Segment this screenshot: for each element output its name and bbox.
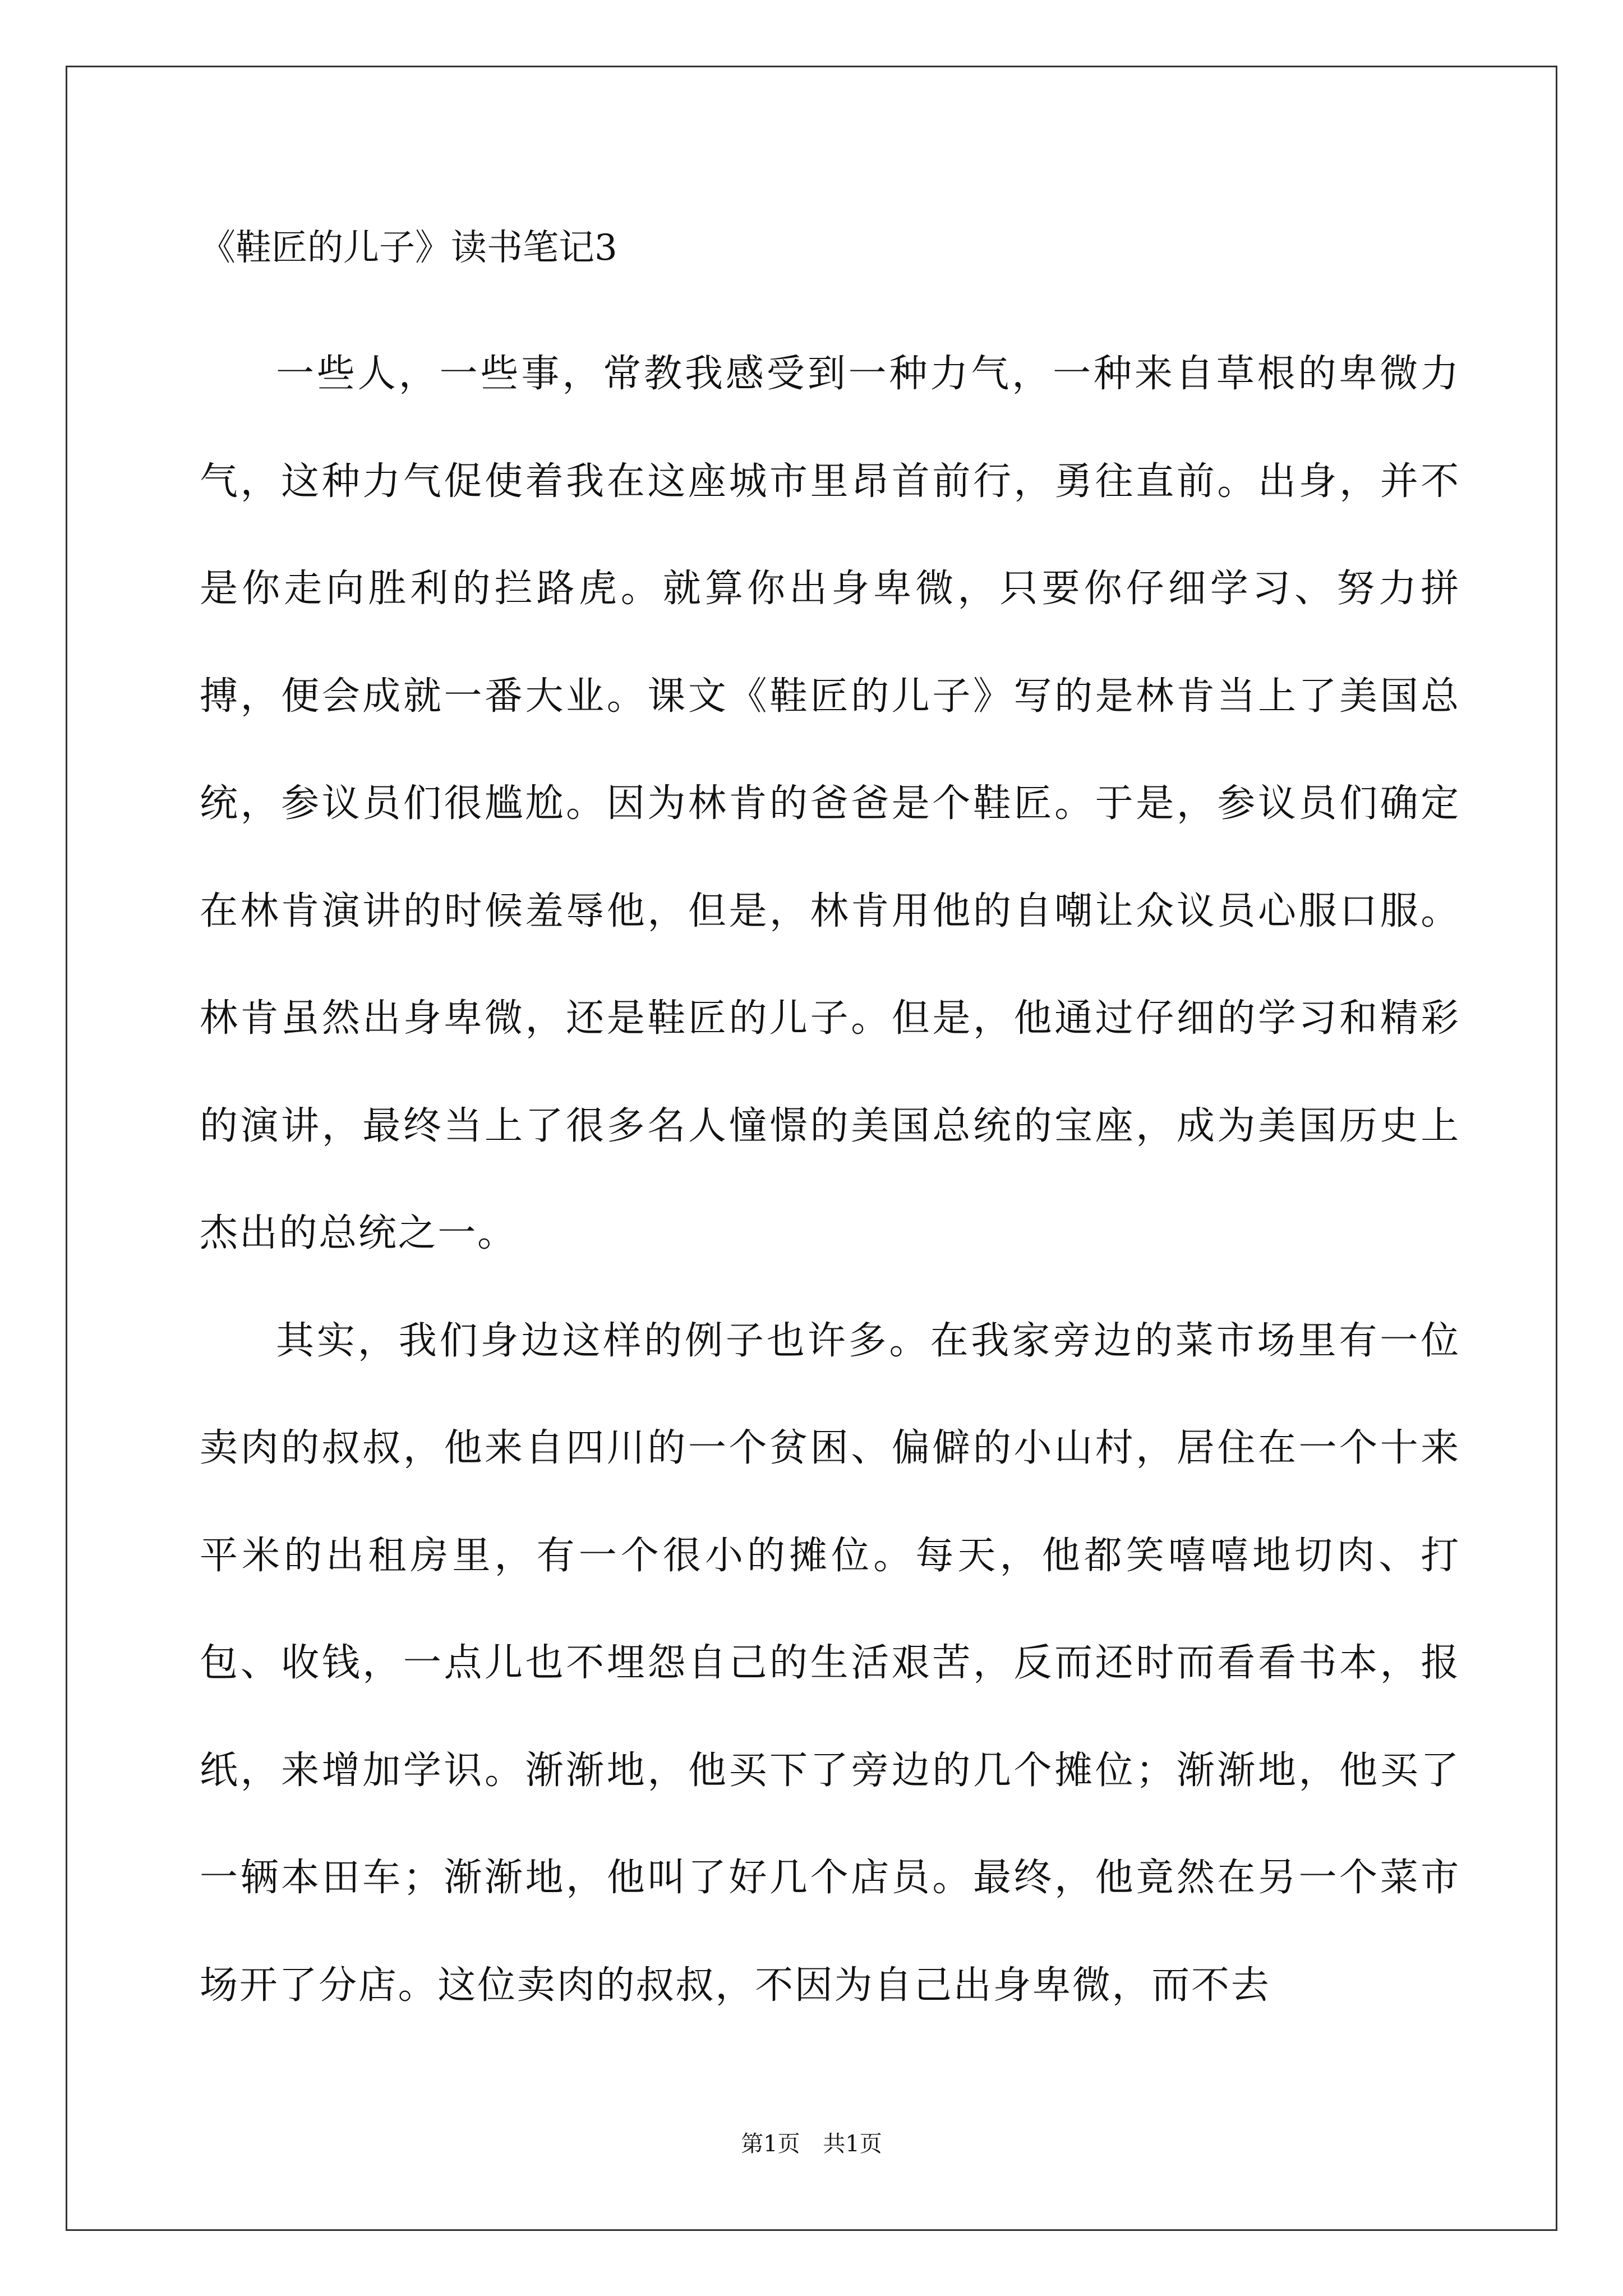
page-number-current: 第1页 — [741, 2131, 800, 2157]
document-title: 《鞋匠的儿子》读书笔记3 — [200, 227, 617, 269]
page-number-total: 共1页 — [823, 2131, 882, 2157]
page-footer — [0, 2127, 1623, 2161]
paragraph-2: 其实，我们身边这样的例子也许多。在我家旁边的菜市场里有一位卖肉的叔叔，他来自四川的一个贫困、偏僻的小山村，居住在一个十来平米的出租房里，有一个很小的摊位。每天，他都笑嘻嘻地切肉、打包、收钱，一点儿也不埋怨自己的生活艰苦，反而还时而看看书本，报纸，来增加学识。渐渐地，他买下了旁边的几个摊位；渐渐地，他买了一辆本田车；渐渐地，他叫了好几个店员。最终，他竟然在另一个菜市场开了分店。这位卖肉的叔叔，不因为自己出身卑微，而不去 — [200, 1318, 1460, 2008]
document-body — [200, 320, 1460, 2039]
paragraph-1: 一些人，一些事，常教我感受到一种力气，一种来自草根的卑微力气，这种力气促使着我在这座城市里昂首前行，勇往直前。出身，并不是你走向胜利的拦路虎。就算你出身卑微，只要你仔细学习、努力拼搏，便会成就一番大业。课文《鞋匠的儿子》写的是林肯当上了美国总统，参议员们很尴尬。因为林肯的爸爸是个鞋匠。于是，参议员们确定在林肯演讲的时候羞辱他，但是，林肯用他的自嘲让众议员心服口服。林肯虽然出身卑微，还是鞋匠的儿子。但是，他通过仔细的学习和精彩的演讲，最终当上了很多名人憧憬的美国总统的宝座，成为美国历史上杰出的总统之一。 — [200, 352, 1460, 1255]
